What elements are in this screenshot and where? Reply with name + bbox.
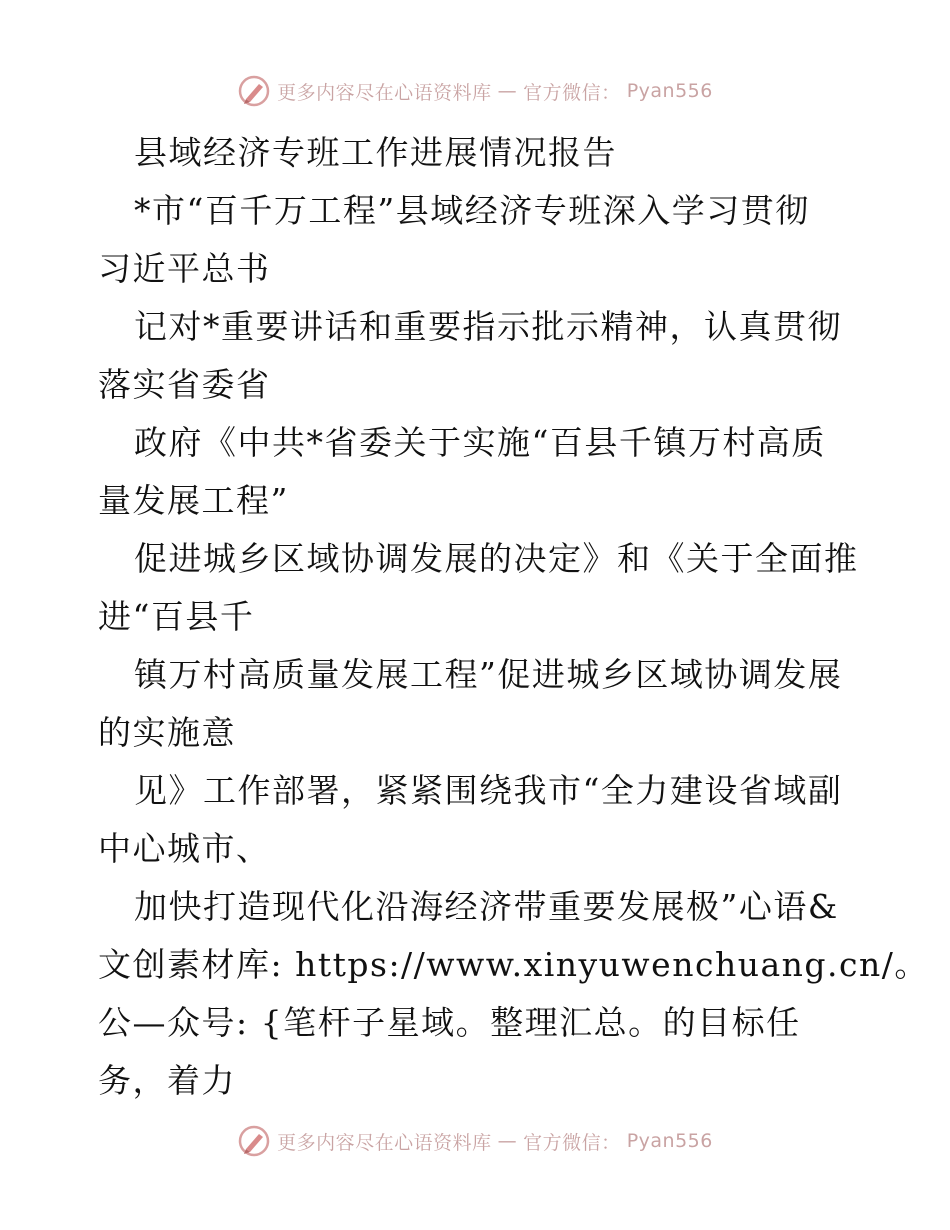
body-line: 加快打造现代化沿海经济带重要发展极”心语& [134, 887, 839, 926]
header-wechat-label: 官方微信： [523, 81, 621, 104]
footer-brand-text: 更多内容尽在心语资料库 [277, 1131, 492, 1154]
body-line: 中心城市、 [98, 829, 271, 868]
body-line: 落实省委省 [98, 365, 271, 404]
body-line: 镇万村高质量发展工程”促进城乡区域协调发展 [134, 655, 843, 694]
body-line: 务，着力 [98, 1061, 236, 1100]
body-line: 习近平总书 [98, 249, 271, 288]
header-brand [0, 74, 950, 108]
footer-wechat-label: 官方微信： [523, 1131, 621, 1154]
body-line: 进“百县千 [98, 597, 255, 636]
footer-brand [0, 1124, 950, 1158]
body-line: 政府《中共*省委关于实施“百县千镇万村高质 [134, 423, 826, 462]
body-line: 的实施意 [98, 713, 236, 752]
pen-logo-icon [237, 74, 271, 108]
footer-separator: — [497, 1130, 518, 1152]
document-title: 县域经济专班工作进展情况报告 [134, 133, 617, 172]
header-brand-text: 更多内容尽在心语资料库 [277, 81, 492, 104]
body-line: 见》工作部署，紧紧围绕我市“全力建设省域副 [134, 771, 843, 810]
body-line: 记对*重要讲话和重要指示批示精神，认真贯彻 [134, 307, 842, 346]
footer-wechat-id: Pyan556 [626, 1130, 713, 1152]
body-line: *市“百千万工程”县域经济专班深入学习贯彻 [134, 191, 810, 230]
body-line: 促进城乡区域协调发展的决定》和《关于全面推 [134, 539, 859, 578]
pen-logo-icon [237, 1124, 271, 1158]
header-wechat-id: Pyan556 [626, 80, 713, 102]
body-line: 文创素材库: https://www.xinyuwenchuang.cn/。 [98, 945, 929, 984]
body-line: 公—众号: {笔杆子星域。整理汇总。的目标任 [98, 1003, 801, 1042]
document-body [98, 124, 929, 1110]
header-separator: — [497, 80, 518, 102]
body-line: 量发展工程” [98, 481, 289, 520]
